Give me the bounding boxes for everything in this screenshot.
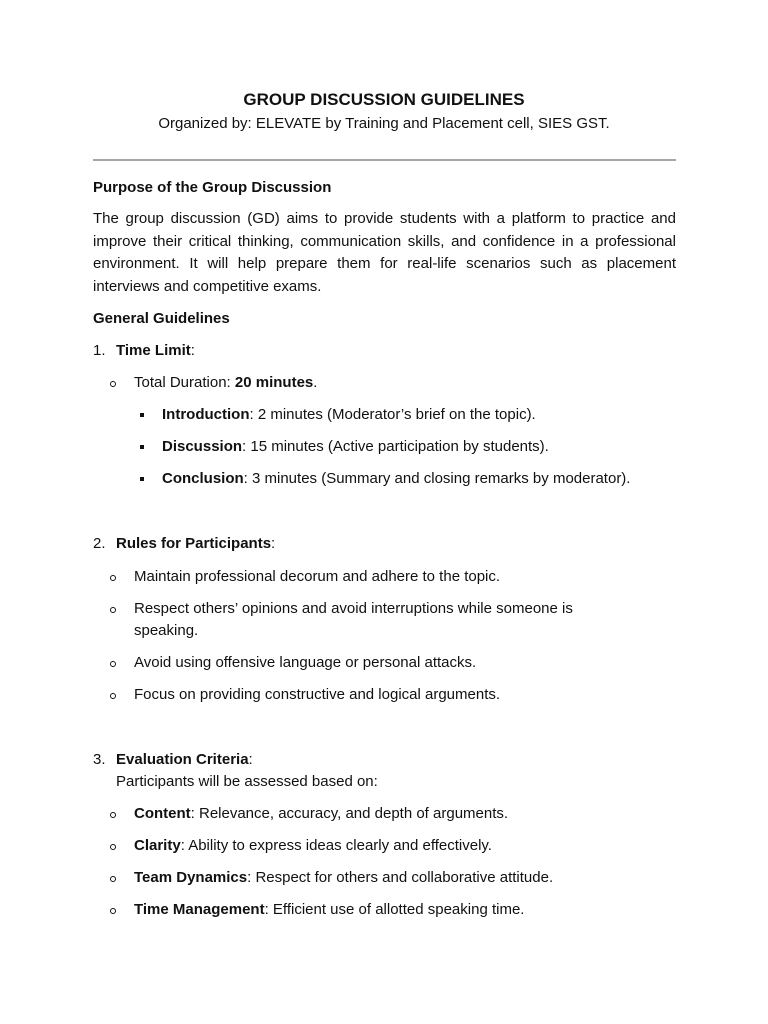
- circle-bullet-icon: [110, 661, 116, 667]
- circle-bullet-icon: [110, 844, 116, 850]
- item-text: : 15 minutes (Active participation by students).: [242, 438, 549, 455]
- circle-bullet-icon: [110, 381, 116, 387]
- section-number: 2.: [93, 535, 106, 552]
- section-label: Time Limit: [116, 342, 191, 359]
- item-label: Introduction: [162, 406, 250, 423]
- item-label: Conclusion: [162, 470, 244, 487]
- list-item: [162, 436, 702, 458]
- general-guidelines-heading: General Guidelines: [93, 310, 230, 327]
- section-heading-rules: [116, 533, 275, 555]
- duration-suffix: .: [313, 374, 318, 391]
- section-label: Rules for Participants: [116, 535, 272, 552]
- list-item: Focus on providing constructive and logical arguments.: [134, 686, 501, 703]
- circle-bullet-icon: [110, 812, 116, 818]
- item-text: : Relevance, accuracy, and depth of arguments.: [190, 805, 509, 822]
- item-label: Discussion: [162, 438, 243, 455]
- circle-bullet-icon: [110, 876, 116, 882]
- item-text: : Ability to express ideas clearly and effectively.: [180, 837, 492, 854]
- square-bullet-icon: [140, 413, 144, 417]
- circle-bullet-icon: [110, 575, 116, 581]
- item-text: : Efficient use of allotted speaking time.: [264, 901, 525, 918]
- section-colon: :: [248, 751, 253, 768]
- list-item: Respect others’ opinions and avoid interruptions while someone is speaking.: [134, 600, 573, 639]
- list-item: [134, 803, 654, 825]
- circle-bullet-icon: [110, 693, 116, 699]
- item-text: : 2 minutes (Moderator’s brief on the topic).: [249, 406, 536, 423]
- section-heading-time-limit: [116, 340, 195, 362]
- page-title: GROUP DISCUSSION GUIDELINES: [243, 90, 525, 109]
- page-subtitle: Organized by: ELEVATE by Training and Placement cell, SIES GST.: [158, 115, 610, 132]
- section-heading-evaluation: [116, 749, 253, 771]
- list-item: [134, 835, 654, 857]
- list-item: [162, 468, 702, 490]
- section-number: 1.: [93, 342, 106, 359]
- duration-prefix: Total Duration:: [134, 374, 235, 391]
- list-item: [134, 899, 654, 921]
- list-item-total-duration: [134, 372, 654, 394]
- square-bullet-icon: [140, 477, 144, 481]
- item-text: : Respect for others and collaborative attitude.: [247, 869, 554, 886]
- horizontal-rule: [93, 159, 676, 161]
- purpose-heading: Purpose of the Group Discussion: [93, 179, 332, 196]
- item-text: : 3 minutes (Summary and closing remarks by moderator).: [243, 470, 631, 487]
- circle-bullet-icon: [110, 607, 116, 613]
- duration-value: 20 minutes: [234, 374, 314, 391]
- evaluation-intro: Participants will be assessed based on:: [116, 773, 378, 790]
- purpose-paragraph: The group discussion (GD) aims to provide students with a platform to practice and improve their critical thinking, communication skills, and confidence in a professional environment. It will help prepare them for real-life scenarios such as placement interviews and competitive exams.: [93, 210, 676, 295]
- item-label: Clarity: [134, 837, 181, 854]
- list-item: [162, 404, 702, 426]
- square-bullet-icon: [140, 445, 144, 449]
- section-number: 3.: [93, 751, 106, 768]
- item-label: Team Dynamics: [134, 869, 248, 886]
- circle-bullet-icon: [110, 908, 116, 914]
- list-item: Avoid using offensive language or personal attacks.: [134, 654, 477, 671]
- section-colon: :: [271, 535, 276, 552]
- item-label: Time Management: [134, 901, 265, 918]
- list-item: [134, 867, 654, 889]
- section-colon: :: [190, 342, 195, 359]
- list-item: Maintain professional decorum and adhere to the topic.: [134, 568, 501, 585]
- item-label: Content: [134, 805, 191, 822]
- section-label: Evaluation Criteria: [116, 751, 249, 768]
